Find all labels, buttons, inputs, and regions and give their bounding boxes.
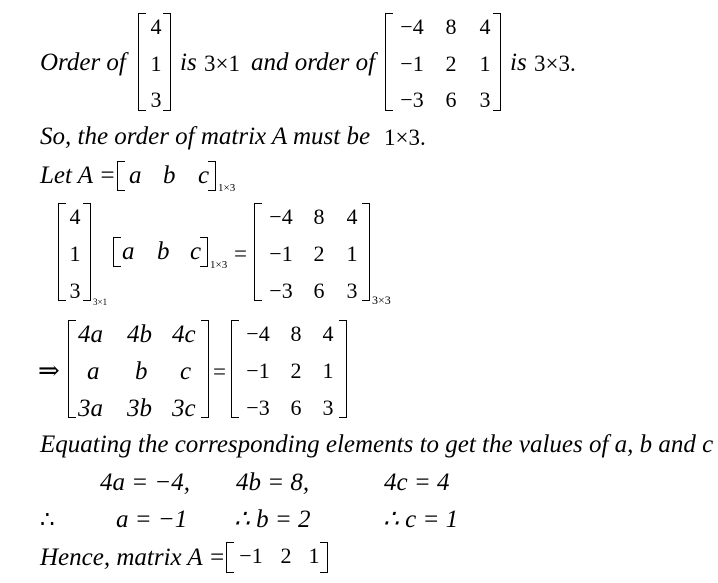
line3-subscript: 1×3 [218,182,236,194]
final-prefix: Hence, matrix A = [40,544,226,571]
row-entry: a [129,162,142,189]
eq1-row-entry: a [122,238,135,265]
line2-value: 1×3. [384,125,426,150]
matrix1-entry: 1 [479,51,491,76]
eq1-col-entry: 3 [69,278,81,303]
eq1-result-entry: 6 [313,278,325,303]
line1-order-3x3: 3×3. [534,51,576,76]
eq1-row-entry: b [157,238,170,265]
eq2-right-entry: −1 [246,358,270,383]
eq2-right-entry: −4 [246,321,270,346]
eq2-left-entry: 4a [78,321,103,348]
col-vector-entry: 3 [150,87,162,112]
eq1-result-subscript: 3×3 [372,293,391,307]
eq2-right-entry: 4 [322,321,334,346]
eq2-right-entry: 2 [290,358,302,383]
equating-text: Equating the corresponding elements to get the values of a, b and c [40,431,714,458]
eq2-left-entry: c [180,358,192,385]
eq1-col-entry: 1 [69,241,81,266]
row-entry: c [198,162,210,189]
eq1-result-entry: −1 [269,241,293,266]
matrix1-entry: −3 [400,87,424,112]
eq2-left-entry: 3a [78,395,103,422]
eq1-col-entry: 4 [69,204,81,229]
therefore-symbol: ∴ [40,507,55,532]
equation-c: 4c = 4 [384,469,450,496]
solution-a: a = −1 [116,506,188,533]
line1-order-of: Order of [40,49,126,76]
eq2-right-right-bracket [339,320,347,418]
matrix1-entry: 6 [445,87,457,112]
col-vector-entry: 1 [150,51,162,76]
eq1-result-entry: 4 [346,204,358,229]
col-vector-right-bracket [163,13,171,111]
eq2-left-entry: 4b [127,321,152,348]
eq2-right-entry: 6 [290,395,302,420]
eq2-left-entry: a [87,358,100,385]
line1-and-order-of: and order of [251,49,376,76]
solution-b: ∴ b = 2 [234,506,311,533]
eq2-left-right-bracket [201,320,209,418]
eq1-col-right-bracket [83,203,91,301]
eq1-row-entry: c [190,238,202,265]
line1-order-3x1: 3×1 [204,51,240,76]
matrix1-entry: 4 [479,14,491,39]
eq2-right-entry: 1 [322,358,334,383]
eq1-result-entry: −3 [269,278,293,303]
line1-is: is [180,49,197,76]
eq2-right-entry: 3 [322,395,334,420]
eq1-equals: = [234,241,247,266]
final-entry: −1 [239,543,263,568]
equation-a: 4a = −4, [100,469,190,496]
eq1-result-right-bracket [362,203,370,301]
eq2-equals: = [213,359,226,384]
final-entry: 2 [280,543,292,568]
eq2-left-left-bracket [68,320,76,418]
line2-text: So, the order of matrix A must be [40,123,371,150]
matrix1-entry: −4 [400,14,424,39]
eq1-row-subscript: 1×3 [210,259,228,271]
eq2-right-entry: −3 [246,395,270,420]
equation-b: 4b = 8, [236,469,310,496]
eq1-result-entry: 8 [313,204,325,229]
eq1-row-right-bracket [200,237,208,267]
row-matrix-left-bracket [117,161,125,191]
eq1-col-subscript: 3×1 [93,297,108,307]
eq1-result-entry: −4 [269,204,293,229]
eq1-result-entry: 3 [346,278,358,303]
matrix1-entry: 2 [445,51,457,76]
eq2-left-entry: 3b [127,395,152,422]
matrix1-entry: 3 [479,87,491,112]
matrix1-right-bracket [493,13,501,111]
eq2-left-entry: b [135,358,148,385]
row-entry: b [163,162,176,189]
solution-c: ∴ c = 1 [383,506,459,533]
eq1-result-entry: 1 [346,241,358,266]
line3-prefix: Let A = [40,162,116,189]
eq1-row-left-bracket [113,237,121,267]
row-matrix-right-bracket [208,161,216,191]
eq2-left-entry: 4c [172,321,196,348]
eq1-result-entry: 2 [313,241,325,266]
eq2-right-entry: 8 [290,321,302,346]
col-vector-entry: 4 [150,14,162,39]
final-right-bracket [320,542,328,573]
matrix1-entry: −1 [400,51,424,76]
eq2-implies: ⇒ [38,356,60,385]
matrix1-entry: 8 [445,14,457,39]
final-entry: 1 [308,543,320,568]
eq2-left-entry: 3c [172,395,196,422]
line1-is2: is [510,49,527,76]
